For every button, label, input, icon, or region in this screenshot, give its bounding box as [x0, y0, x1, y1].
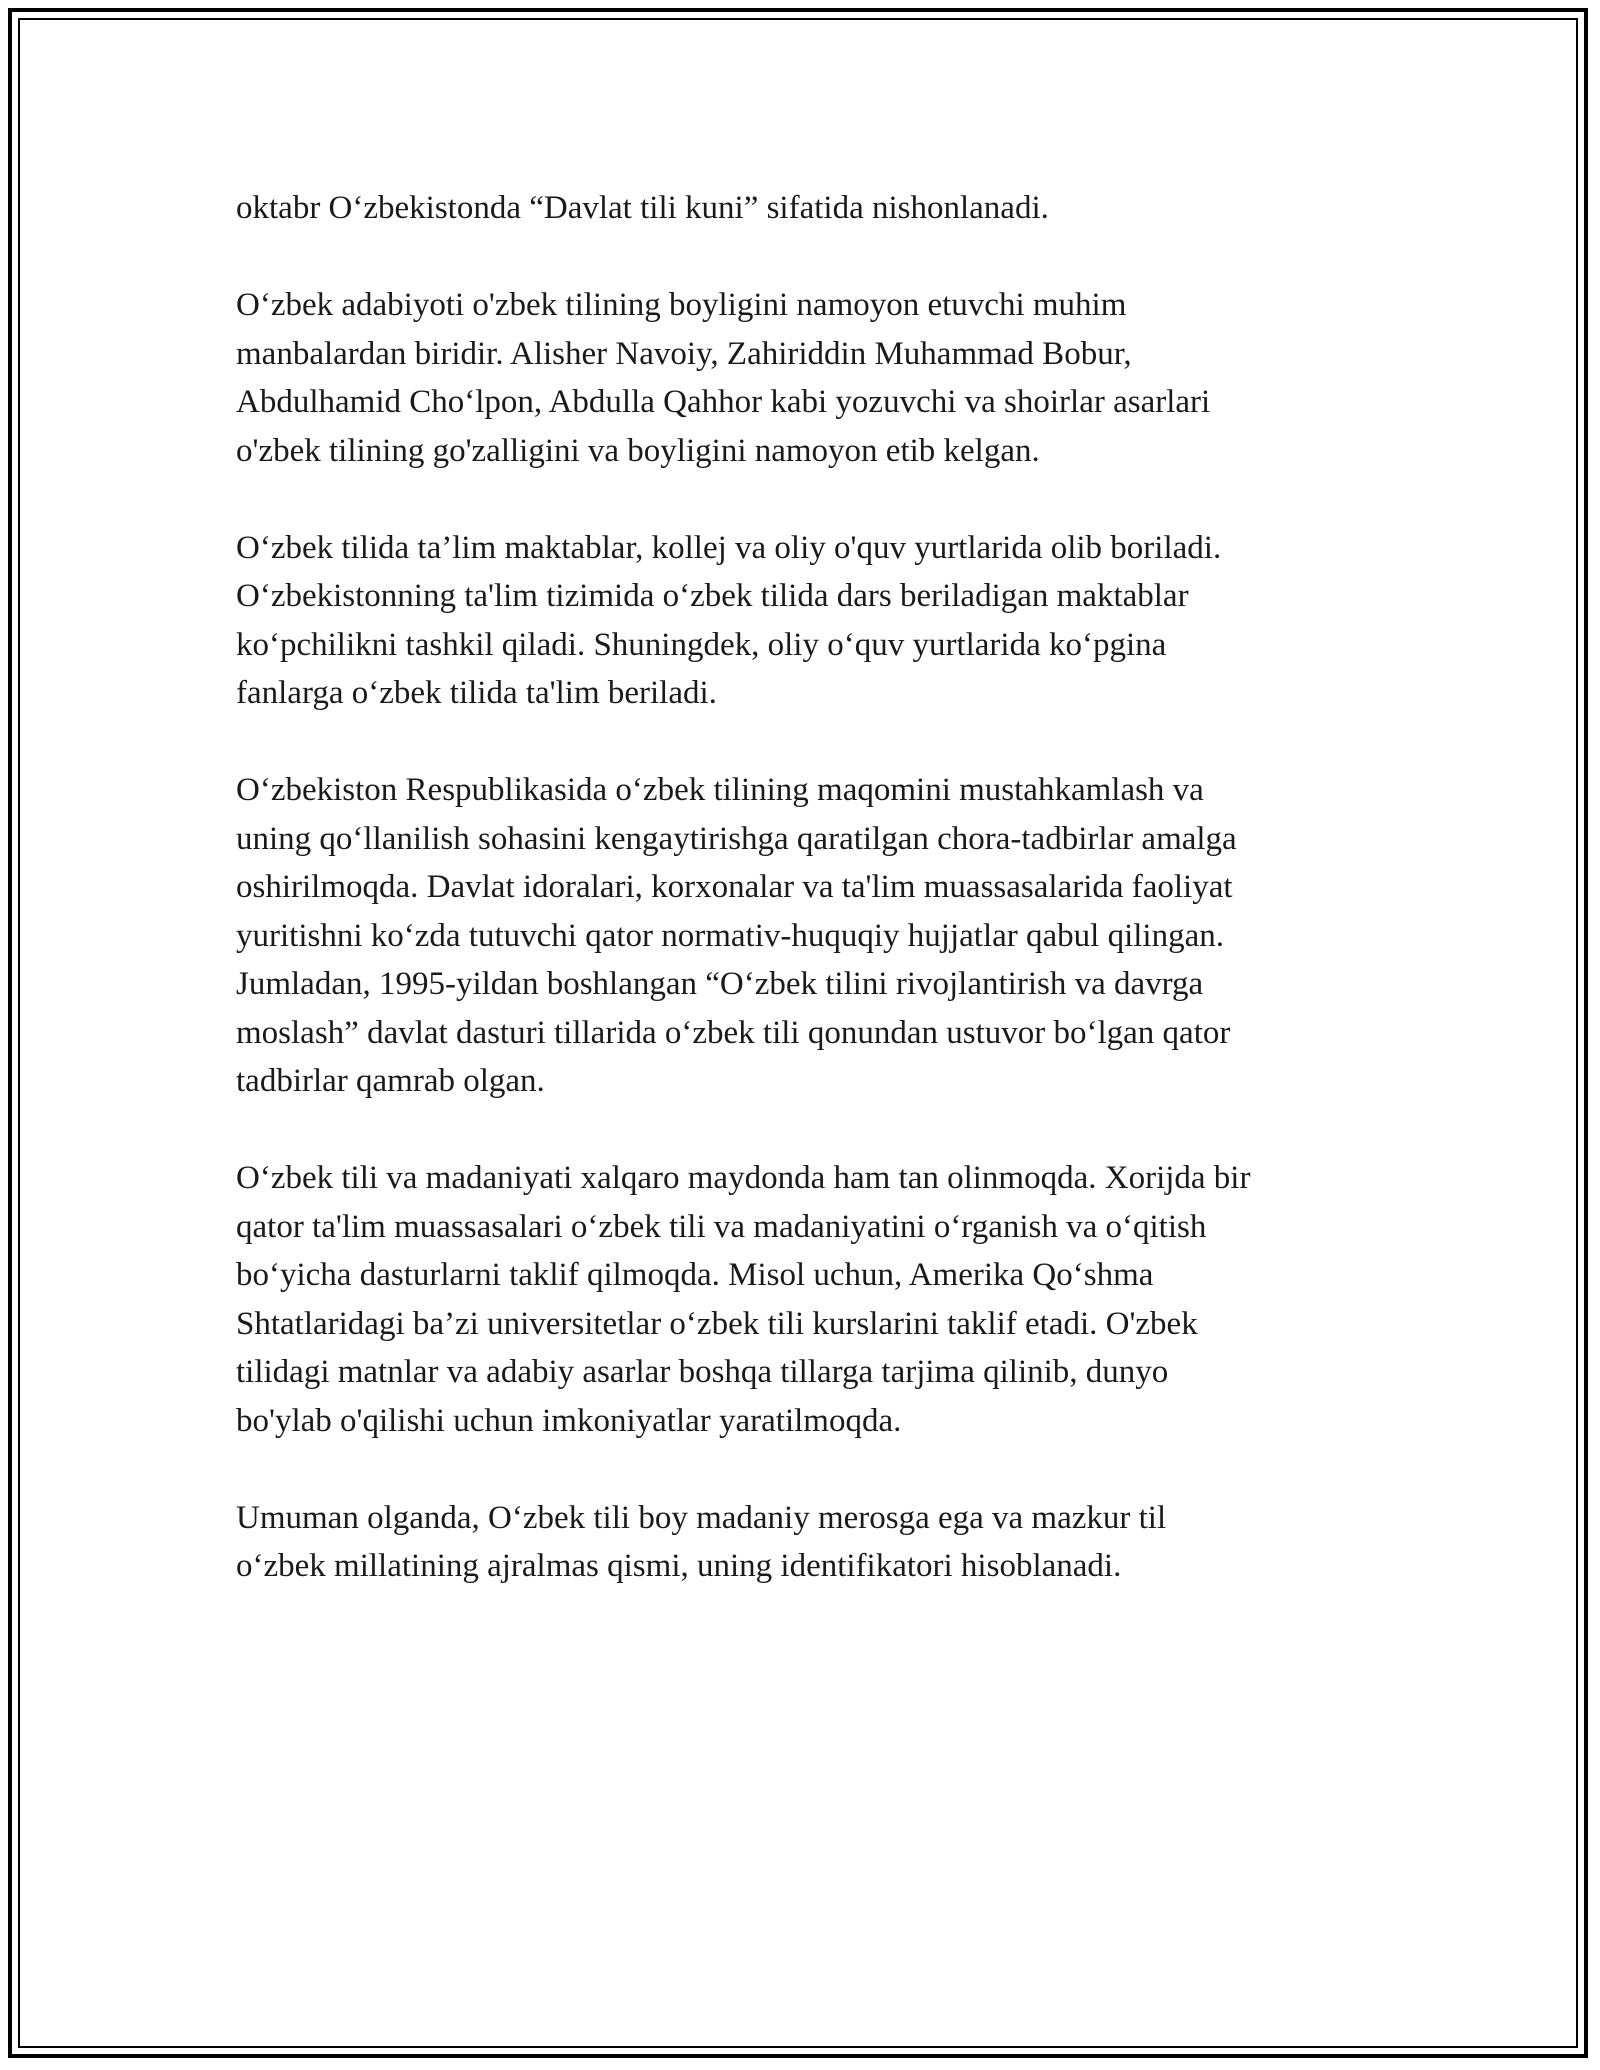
text-line: o'zbek tilining go'zalligini va boyligini namoyon etib kelgan.: [236, 432, 1040, 469]
text-line: Oʻzbek adabiyoti o'zbek tilining boyligini namoyon etuvchi muhim: [236, 287, 1127, 323]
text-line: fanlarga oʻzbek tilida ta'lim beriladi.: [236, 675, 717, 711]
text-line: Abdulhamid Choʻlpon, Abdulla Qahhor kabi yozuvchi va shoirlar asarlari: [236, 384, 1211, 420]
paragraph-4: [236, 766, 1426, 1106]
text-line: qator ta'lim muassasalari oʻzbek tili va madaniyatini oʻrganish va oʻqitish: [236, 1208, 1207, 1245]
text-line: tilidagi matnlar va adabiy asarlar boshqa tillarga tarjima qilinib, dunyo: [236, 1354, 1169, 1390]
text-line: koʻpchilikni tashkil qiladi. Shuningdek, oliy oʻquv yurtlarida koʻpgina: [236, 626, 1167, 663]
text-line: Oʻzbekiston Respublikasida oʻzbek tilining maqomini mustahkamlash va: [236, 772, 1204, 808]
text-line: manbalardan biridir. Alisher Navoiy, Zahiriddin Muhammad Bobur,: [236, 335, 1132, 372]
text-line: Jumladan, 1995-yildan boshlangan “Oʻzbek tilini rivojlantirish va davrga: [236, 966, 1204, 1002]
text-line: Umuman olganda, Oʻzbek tili boy madaniy merosga ega va mazkur til: [236, 1499, 1167, 1536]
text-line: bo'ylab o'qilishi uchun imkoniyatlar yaratilmoqda.: [236, 1402, 902, 1439]
document-body: [236, 184, 1426, 1639]
paragraph-6: [236, 1494, 1426, 1591]
text-line: Oʻzbekistonning ta'lim tizimida oʻzbek tilida dars beriladigan maktablar: [236, 578, 1189, 614]
text-line: oshirilmoqda. Davlat idoralari, korxonalar va ta'lim muassasalarida faoliyat: [236, 869, 1233, 905]
text-line: Shtatlaridagi ba’zi universitetlar oʻzbek tili kurslarini taklif etadi. O'zbek: [236, 1305, 1198, 1342]
text-line: boʻyicha dasturlarni taklif qilmoqda. Misol uchun, Amerika Qoʻshma: [236, 1257, 1154, 1293]
text-line: oʻzbek millatining ajralmas qismi, uning identifikatori hisoblanadi.: [236, 1548, 1122, 1584]
text-line: yuritishni koʻzda tutuvchi qator normativ-huquqiy hujjatlar qabul qilingan.: [236, 917, 1224, 954]
text-line: moslash” davlat dasturi tillarida oʻzbek tili qonundan ustuvor boʻlgan qator: [236, 1014, 1231, 1051]
text-line: Oʻzbek tilida ta’lim maktablar, kollej va oliy o'quv yurtlarida olib boriladi.: [236, 529, 1222, 566]
paragraph-2: [236, 281, 1426, 475]
text-line: Oʻzbek tili va madaniyati xalqaro maydonda ham tan olinmoqda. Xorijda bir: [236, 1160, 1251, 1196]
paragraph-3: [236, 524, 1426, 718]
text-line: uning qoʻllanilish sohasini kengaytirishga qaratilgan chora-tadbirlar amalga: [236, 820, 1237, 857]
paragraph-1: [236, 184, 1426, 233]
paragraph-5: [236, 1154, 1426, 1445]
text-line: tadbirlar qamrab olgan.: [236, 1063, 545, 1099]
text-line: oktabr Oʻzbekistonda “Davlat tili kuni” sifatida nishonlanadi.: [236, 190, 1049, 226]
